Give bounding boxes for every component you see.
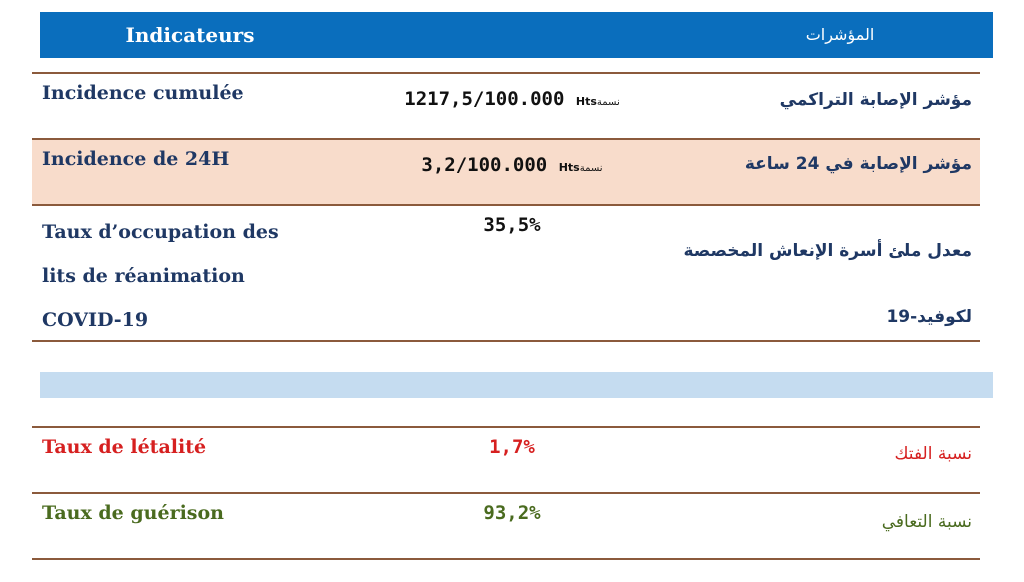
label-ar: نسبة التعافي	[881, 512, 972, 532]
label-fr-line-2: lits de réanimation	[42, 265, 245, 287]
header-title-fr: Indicateurs	[125, 23, 255, 47]
value-unit-fr: Hts	[558, 161, 580, 174]
value	[352, 88, 672, 110]
label-fr	[42, 210, 279, 342]
indicator-row-24h-incidence	[32, 138, 980, 204]
value-number: 1,7%	[489, 436, 535, 458]
value-number: 3,2/100.000	[421, 154, 548, 176]
label-ar: مؤشر الإصابة التراكمي	[779, 90, 972, 110]
value	[352, 154, 672, 176]
value	[352, 436, 672, 458]
label-ar: نسبة الفتك	[894, 444, 972, 464]
label-fr-line-1: Taux d’occupation des	[42, 221, 279, 243]
value	[352, 502, 672, 524]
divider	[32, 340, 980, 342]
label-ar: مؤشر الإصابة في 24 ساعة	[744, 154, 972, 174]
indicator-row-recovery	[32, 492, 980, 560]
value-unit-ar: نسمة	[579, 163, 603, 174]
label-fr: Incidence de 24H	[42, 148, 230, 170]
label-ar-line-1: معدل ملئ أسرة الإنعاش المخصصة	[683, 241, 972, 261]
section-separator	[40, 372, 993, 398]
table-header	[40, 12, 993, 58]
indicator-row-lethality	[32, 426, 980, 492]
label-fr: Taux de létalité	[42, 436, 207, 458]
label-fr-line-3: COVID-19	[42, 309, 149, 331]
value-number: 93,2%	[483, 502, 541, 524]
indicator-row-cumulative-incidence	[32, 72, 980, 138]
value-unit-ar: نسمة	[596, 97, 620, 108]
value-unit-fr: Hts	[575, 95, 597, 108]
label-fr: Taux de guérison	[42, 502, 224, 524]
value-number: 35,5%	[483, 214, 541, 236]
header-title-ar: المؤشرات	[805, 25, 875, 44]
indicator-row-icu-occupancy	[32, 204, 980, 342]
label-ar	[652, 218, 972, 350]
label-ar-line-2: لكوفيد-19	[886, 307, 972, 327]
value	[352, 214, 672, 236]
value-number: 1217,5/100.000	[404, 88, 565, 110]
label-fr: Incidence cumulée	[42, 82, 244, 104]
